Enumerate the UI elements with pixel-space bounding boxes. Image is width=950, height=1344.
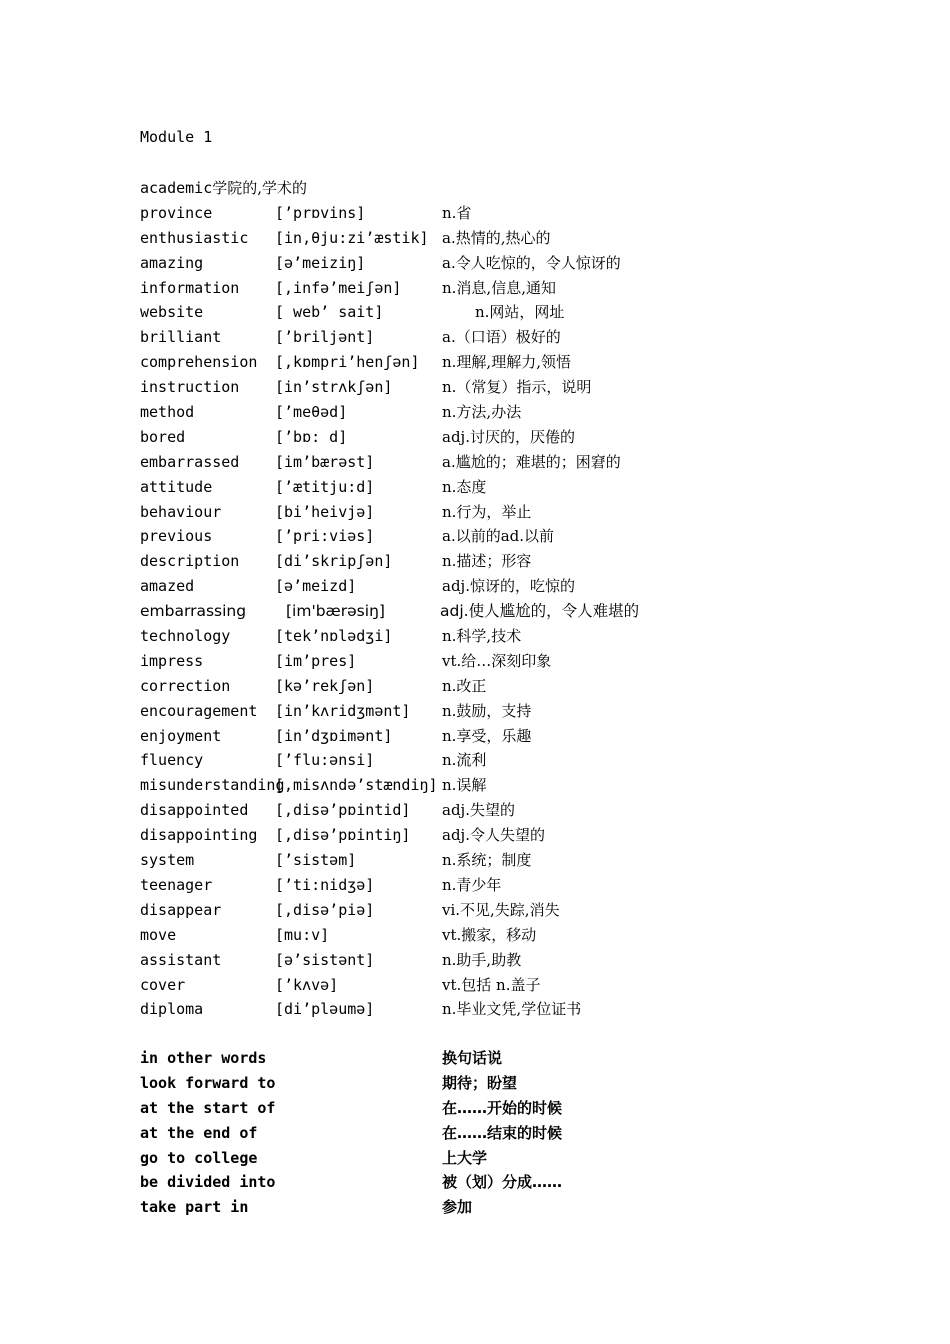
vocab-word: system	[140, 851, 195, 870]
vocab-row	[140, 923, 840, 948]
phrase-meaning: 被（划）分成……	[442, 1173, 563, 1192]
vocab-word: move	[140, 925, 177, 944]
vocab-meaning: n.毕业文凭,学位证书	[442, 1000, 582, 1019]
vocab-word: attitude	[140, 477, 213, 496]
vocab-word: comprehension	[140, 353, 258, 372]
vocab-phonetic: [,misʌndə’stændiŋ]	[275, 776, 438, 795]
vocab-meaning: n.误解	[442, 776, 487, 795]
vocab-word: disappointing	[140, 826, 258, 845]
vocab-phonetic: [ web’ sait]	[275, 303, 384, 322]
vocab-row	[140, 375, 840, 400]
vocab-word: amazed	[140, 577, 195, 596]
vocab-meaning: n.改正	[442, 676, 487, 695]
vocab-meaning: adj.失望的	[442, 801, 515, 820]
vocab-meaning: vi.不见,失踪,消失	[442, 900, 560, 919]
vocab-word: description	[140, 552, 240, 571]
vocab-row	[140, 773, 840, 798]
vocab-phonetic: [’flu:ənsi]	[275, 751, 375, 770]
phrase-row	[140, 1096, 840, 1121]
phrase-meaning: 期待；盼望	[442, 1073, 518, 1092]
vocab-meaning: n.系统；制度	[442, 851, 532, 870]
vocab-meaning: n.描述；形容	[442, 552, 532, 571]
vocab-word: previous	[140, 527, 213, 546]
phrase-row	[140, 1071, 840, 1096]
vocab-row	[140, 524, 840, 549]
vocab-row	[140, 599, 840, 624]
vocab-word: diploma	[140, 1000, 204, 1019]
vocab-word: amazing	[140, 253, 204, 272]
phrase-text: take part in	[140, 1198, 249, 1217]
vocab-row	[140, 823, 840, 848]
vocab-phonetic: [,kɒmpri’henʃən]	[275, 353, 420, 372]
vocab-row	[140, 997, 840, 1022]
vocab-meaning: n.网站，网址	[475, 303, 565, 322]
vocab-row	[140, 549, 840, 574]
vocab-meaning: adj.惊讶的，吃惊的	[442, 577, 575, 596]
vocab-meaning: n.享受，乐趣	[442, 726, 532, 745]
vocab-row	[140, 475, 840, 500]
vocab-meaning: a.热情的,热心的	[442, 228, 551, 247]
phrase-row	[140, 1146, 840, 1171]
vocab-row	[140, 400, 840, 425]
vocab-word: brilliant	[140, 328, 222, 347]
vocab-word: misunderstanding	[140, 776, 285, 795]
vocab-word: disappear	[140, 900, 222, 919]
vocab-meaning: n.流利	[442, 751, 487, 770]
vocab-phonetic: [’meθəd]	[275, 403, 348, 422]
vocab-phonetic: [di’pləumə]	[275, 1000, 375, 1019]
vocab-phonetic: [’kʌvə]	[275, 975, 339, 994]
vocab-word: bored	[140, 427, 186, 446]
vocab-phonetic: [in’kʌridʒmənt]	[275, 701, 411, 720]
phrase-meaning: 上大学	[442, 1148, 488, 1167]
vocab-row	[140, 350, 840, 375]
vocab-word: embarrassed	[140, 452, 240, 471]
vocab-phonetic: [im’bærəst]	[275, 452, 375, 471]
vocab-phonetic: [,infə’meiʃən]	[275, 278, 402, 297]
vocab-word: fluency	[140, 751, 204, 770]
vocab-row	[140, 574, 840, 599]
vocab-meaning: vt.给…深刻印象	[442, 651, 552, 670]
vocab-word: teenager	[140, 875, 213, 894]
phrase-row	[140, 1170, 840, 1195]
vocab-phonetic: [im'bærəsiŋ]	[286, 602, 385, 621]
vocab-meaning: n.（常复）指示，说明	[442, 378, 592, 397]
vocab-word: encouragement	[140, 701, 258, 720]
vocab-row	[140, 798, 840, 823]
vocab-meaning: n.理解,理解力,领悟	[442, 353, 571, 372]
phrase-list	[140, 1046, 840, 1220]
vocab-phonetic: [ə’meiziŋ]	[275, 253, 366, 272]
vocab-phonetic: [,disə’pɒintid]	[275, 801, 411, 820]
vocab-meaning: n.科学,技术	[442, 627, 522, 646]
vocab-phonetic: [tek’nɒlədʒi]	[275, 627, 393, 646]
vocab-row	[140, 325, 840, 350]
vocab-phonetic: [di’skripʃən]	[275, 552, 393, 571]
vocab-phonetic: [in’dʒɒimənt]	[275, 726, 393, 745]
vocab-phonetic: [’sistəm]	[275, 851, 357, 870]
vocab-row	[140, 699, 840, 724]
vocab-meaning: n.消息,信息,通知	[442, 278, 556, 297]
vocab-word: instruction	[140, 378, 240, 397]
vocab-phonetic: [’pri:viəs]	[275, 527, 375, 546]
vocab-meaning: adj.使人尴尬的，令人难堪的	[440, 602, 640, 621]
vocab-word: embarrassing	[140, 602, 247, 621]
vocab-meaning: a.以前的ad.以前	[442, 527, 555, 546]
phrase-text: at the start of	[140, 1098, 276, 1117]
vocab-phonetic: [ə’sistənt]	[275, 950, 375, 969]
vocab-word: assistant	[140, 950, 222, 969]
vocab-meaning: a.（口语）极好的	[442, 328, 561, 347]
vocab-phonetic: [’ætitju:d]	[275, 477, 375, 496]
vocab-meaning: adj.讨厌的，厌倦的	[442, 427, 575, 446]
vocab-phonetic: [,disə’piə]	[275, 900, 375, 919]
vocab-phonetic: [mu:v]	[275, 925, 330, 944]
vocab-word: impress	[140, 651, 204, 670]
phrase-text: at the end of	[140, 1123, 258, 1142]
vocab-meaning: n.省	[442, 203, 472, 222]
vocabulary-list	[140, 176, 840, 1022]
vocab-word: technology	[140, 627, 231, 646]
vocab-row	[140, 848, 840, 873]
vocab-meaning: n.态度	[442, 477, 487, 496]
vocab-row	[140, 450, 840, 475]
vocab-word: website	[140, 303, 204, 322]
vocab-row	[140, 724, 840, 749]
vocab-row	[140, 873, 840, 898]
phrase-text: be divided into	[140, 1173, 276, 1192]
vocab-meaning: n.鼓励，支持	[442, 701, 532, 720]
vocab-word: correction	[140, 676, 231, 695]
vocab-row	[140, 226, 840, 251]
page-title: Module 1	[140, 128, 213, 146]
vocab-row	[140, 973, 840, 998]
vocab-meaning: adj.令人失望的	[442, 826, 545, 845]
vocab-row	[140, 425, 840, 450]
vocab-row	[140, 948, 840, 973]
phrase-meaning: 在……开始的时候	[442, 1098, 563, 1117]
vocab-phonetic: [in,θju:zi’æstik]	[275, 228, 429, 247]
vocab-row	[140, 251, 840, 276]
vocab-meaning: a.尴尬的；难堪的；困窘的	[442, 452, 621, 471]
vocab-meaning: vt.包括 n.盖子	[442, 975, 541, 994]
vocab-meaning: 学院的,学术的	[212, 179, 308, 197]
vocab-row	[140, 276, 840, 301]
phrase-text: in other words	[140, 1049, 267, 1067]
vocab-row	[140, 201, 840, 226]
vocab-phonetic: [bi’heivjə]	[275, 502, 375, 521]
vocab-meaning: n.助手,助教	[442, 950, 522, 969]
vocab-word: method	[140, 403, 195, 422]
vocab-phonetic: [in’strʌkʃən]	[275, 378, 393, 397]
vocab-row	[140, 649, 840, 674]
vocab-phonetic: [kə’rekʃən]	[275, 676, 375, 695]
vocab-row	[140, 500, 840, 525]
vocab-meaning: n.方法,办法	[442, 403, 522, 422]
vocab-word: disappointed	[140, 801, 249, 820]
vocab-phonetic: [’bɒ: d]	[275, 427, 348, 446]
vocab-row	[140, 748, 840, 773]
vocab-phonetic: [’ti:nidʒə]	[275, 875, 375, 894]
vocab-word: academic	[140, 179, 213, 197]
phrase-meaning: 换句话说	[442, 1049, 503, 1067]
vocab-phonetic: [,disə’pɒintiŋ]	[275, 826, 411, 845]
vocab-word: province	[140, 203, 213, 222]
vocab-word: cover	[140, 975, 186, 994]
vocab-meaning: n.行为，举止	[442, 502, 532, 521]
vocab-row	[140, 300, 840, 325]
vocab-phonetic: [ə’meizd]	[275, 577, 357, 596]
vocab-word: behaviour	[140, 502, 222, 521]
vocab-word: enjoyment	[140, 726, 222, 745]
vocab-phonetic: [im’pres]	[275, 651, 357, 670]
vocab-phonetic: [’prɒvins]	[275, 203, 366, 222]
vocab-row	[140, 176, 840, 201]
phrase-row	[140, 1046, 840, 1071]
vocab-row	[140, 898, 840, 923]
vocab-row	[140, 674, 840, 699]
vocab-phonetic: [’briljənt]	[275, 328, 375, 347]
phrase-text: look forward to	[140, 1073, 276, 1092]
vocab-word: information	[140, 278, 240, 297]
phrase-meaning: 在……结束的时候	[442, 1123, 563, 1142]
vocab-word: enthusiastic	[140, 228, 249, 247]
vocab-meaning: vt.搬家，移动	[442, 925, 537, 944]
phrase-row	[140, 1195, 840, 1220]
vocab-meaning: n.青少年	[442, 875, 502, 894]
vocab-row	[140, 624, 840, 649]
vocab-meaning: a.令人吃惊的，令人惊讶的	[442, 253, 621, 272]
phrase-meaning: 参加	[442, 1198, 473, 1217]
phrase-row	[140, 1121, 840, 1146]
phrase-text: go to college	[140, 1148, 258, 1167]
